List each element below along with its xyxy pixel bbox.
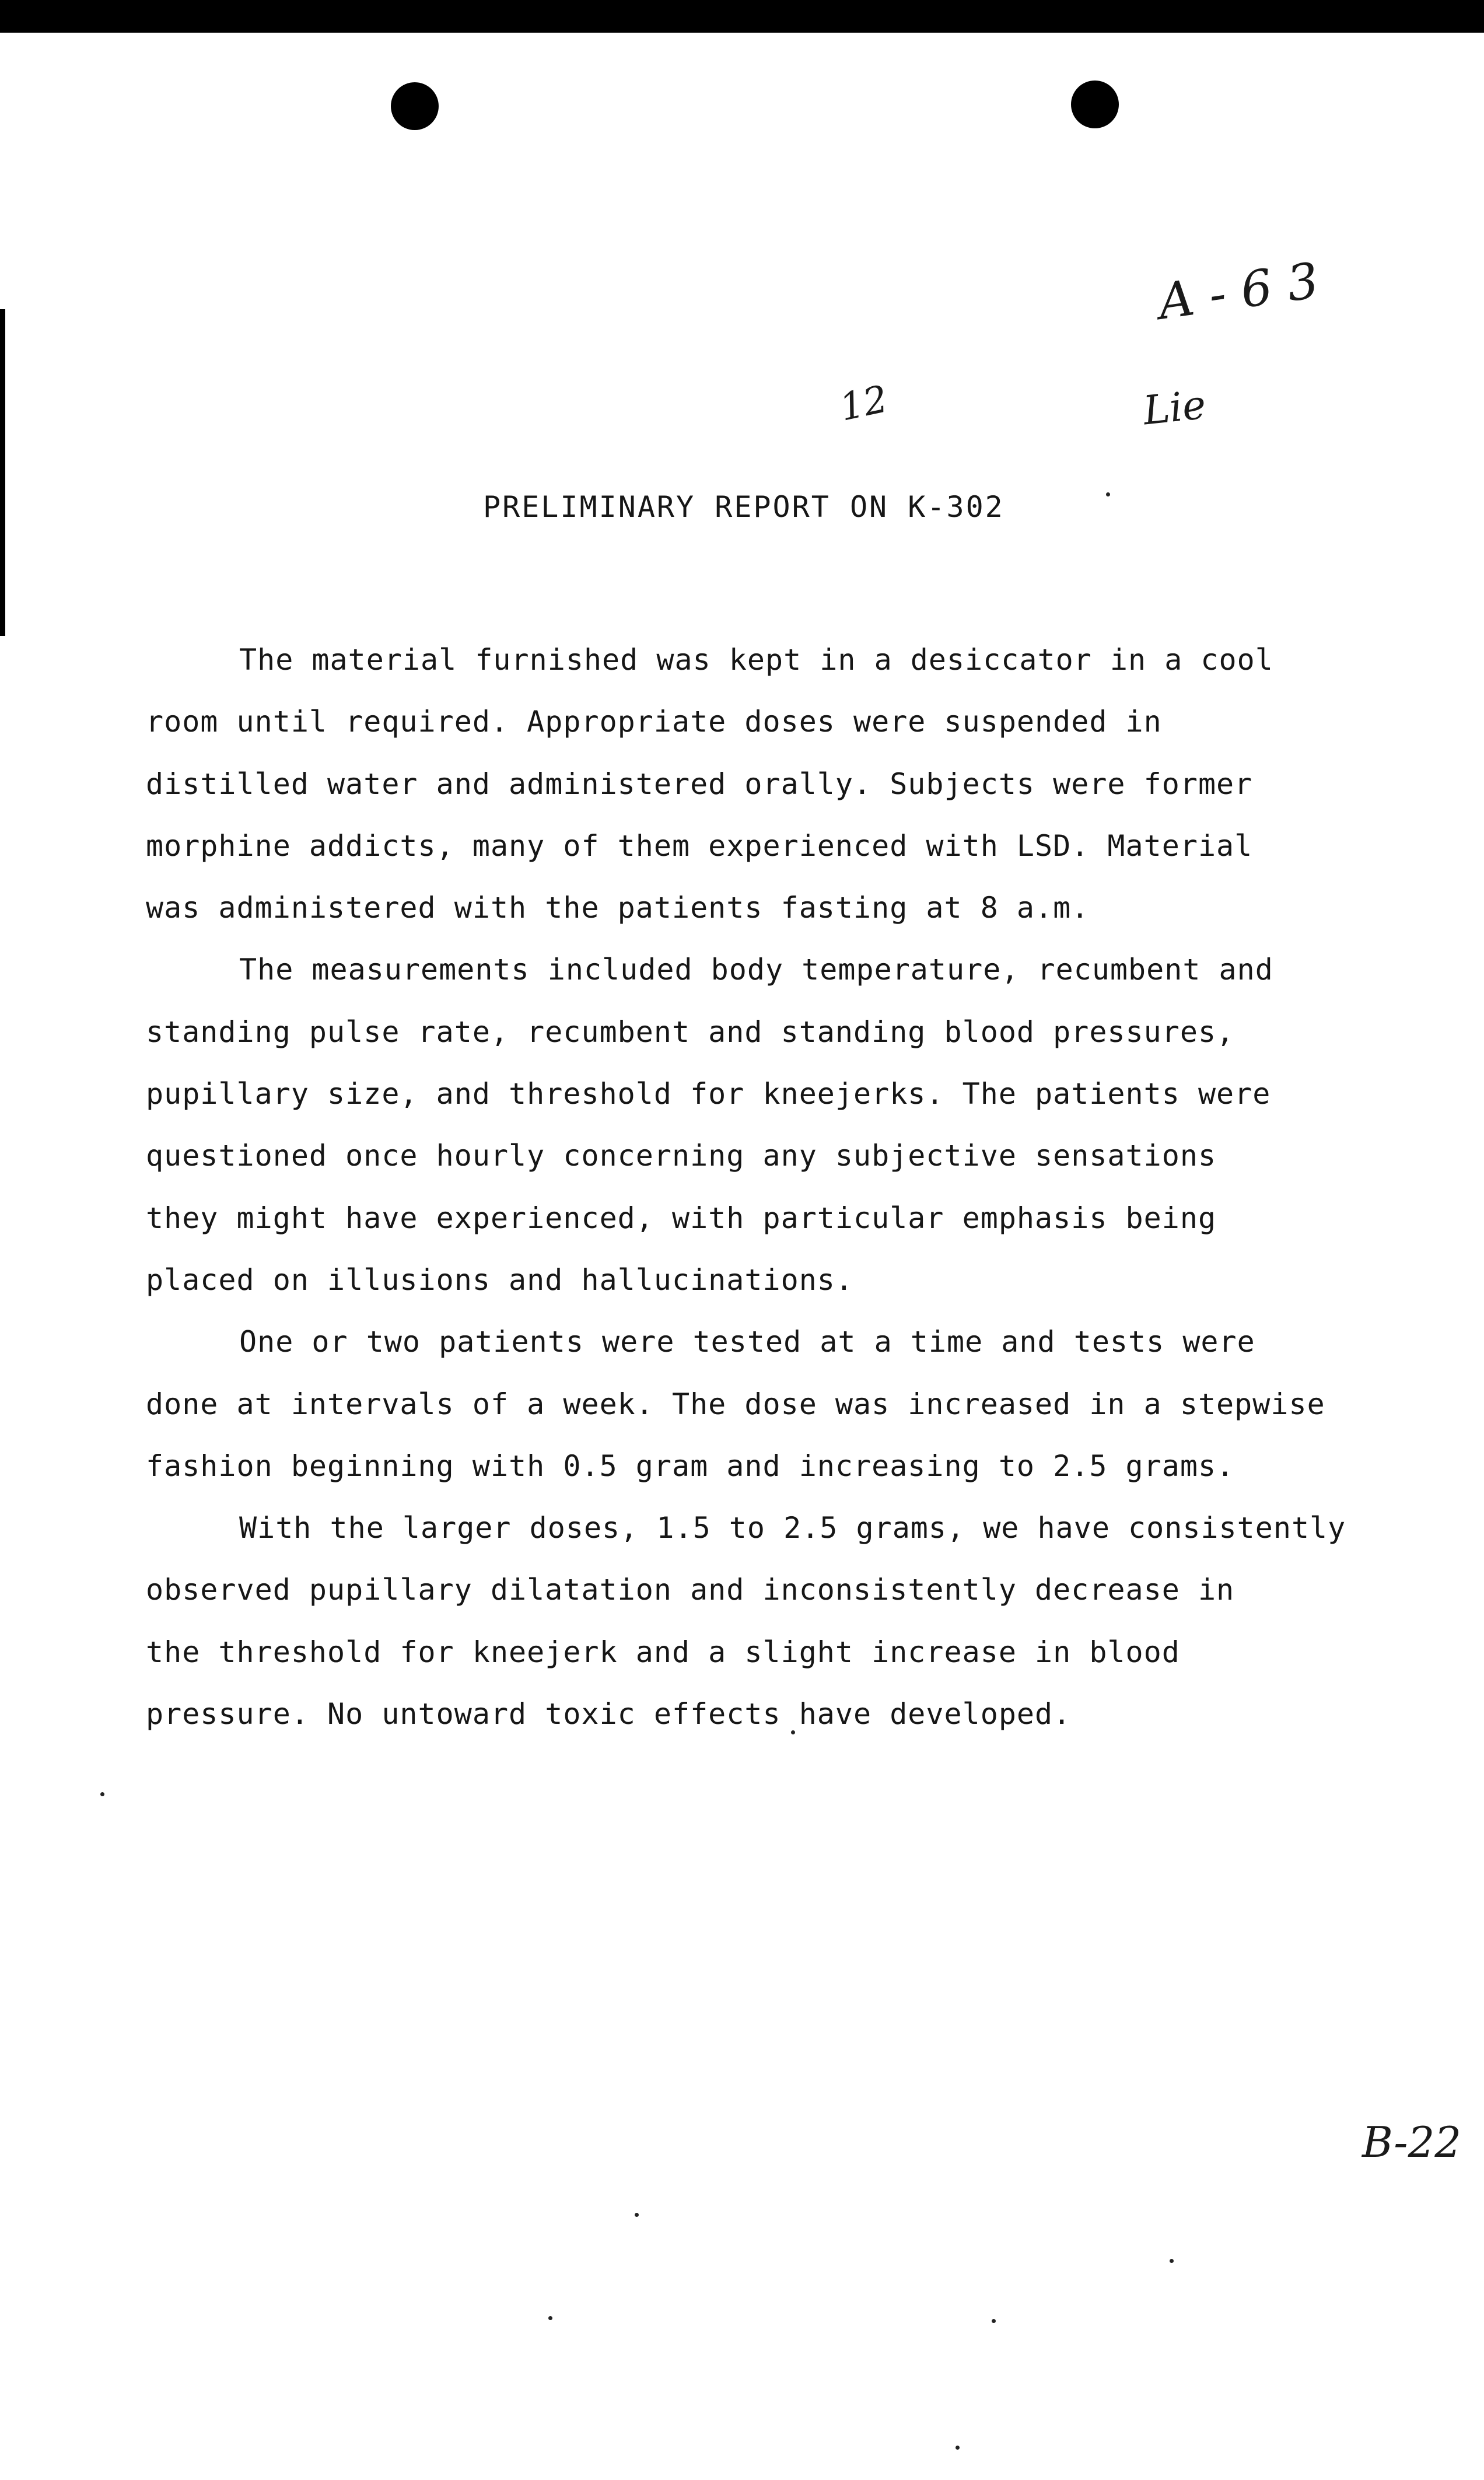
handwritten-note-bottom-right: B-22 [1362, 2118, 1462, 2167]
text-line: placed on illusions and hallucinations. [146, 1262, 853, 1297]
text-line: fashion beginning with 0.5 gram and increasing to 2.5 grams. [146, 1449, 1235, 1483]
text-line: was administered with the patients fasting at 8 a.m. [146, 891, 1090, 925]
scan-speck [100, 1792, 104, 1796]
text-line: distilled water and administered orally. Subjects were former [146, 767, 1253, 801]
paragraph [146, 1311, 1400, 1497]
punch-hole-left [391, 82, 439, 130]
document-body [146, 629, 1400, 1745]
text-line: room until required. Appropriate doses were suspended in [146, 705, 1162, 739]
text-line: One or two patients were tested at a time and tests were [239, 1325, 1255, 1359]
paragraph [146, 629, 1400, 939]
punch-hole-right [1071, 81, 1119, 128]
text-line: pressure. No untoward toxic effects have developed. [146, 1697, 1072, 1732]
text-line: observed pupillary dilatation and inconsistently decrease in [146, 1573, 1235, 1607]
text-line: done at intervals of a week. The dose was increased in a stepwise [146, 1387, 1325, 1421]
scan-speck [1106, 492, 1110, 496]
text-line: With the larger doses, 1.5 to 2.5 grams, we have consistently [239, 1511, 1346, 1545]
handwritten-note-top-right-sub: Lie [1141, 382, 1208, 435]
scan-speck [956, 2446, 960, 2450]
scan-left-edge [0, 309, 5, 636]
document-title: PRELIMINARY REPORT ON K-302 [483, 490, 1005, 524]
text-line: morphine addicts, many of them experienced with LSD. Material [146, 828, 1253, 863]
handwritten-note-top-right-code: A - 6 3 [1154, 251, 1322, 331]
text-line: The material furnished was kept in a desiccator in a cool [239, 643, 1273, 677]
scan-top-edge [0, 0, 1484, 33]
text-line: standing pulse rate, recumbent and standing blood pressures, [146, 1015, 1235, 1049]
text-line: they might have experienced, with particular emphasis being [146, 1201, 1217, 1235]
text-line: pupillary size, and threshold for kneejerks. The patients were [146, 1077, 1271, 1111]
text-line: The measurements included body temperature, recumbent and [239, 953, 1273, 987]
text-line: the threshold for kneejerk and a slight increase in blood [146, 1635, 1180, 1669]
scan-speck [548, 2316, 552, 2320]
scan-speck [992, 2319, 996, 2323]
text-line: questioned once hourly concerning any subjective sensations [146, 1139, 1217, 1173]
paragraph [146, 939, 1400, 1311]
scan-speck [635, 2213, 639, 2217]
handwritten-note-top-center: 12 [836, 377, 892, 430]
scan-speck [1170, 2259, 1174, 2263]
paragraph [146, 1497, 1400, 1745]
